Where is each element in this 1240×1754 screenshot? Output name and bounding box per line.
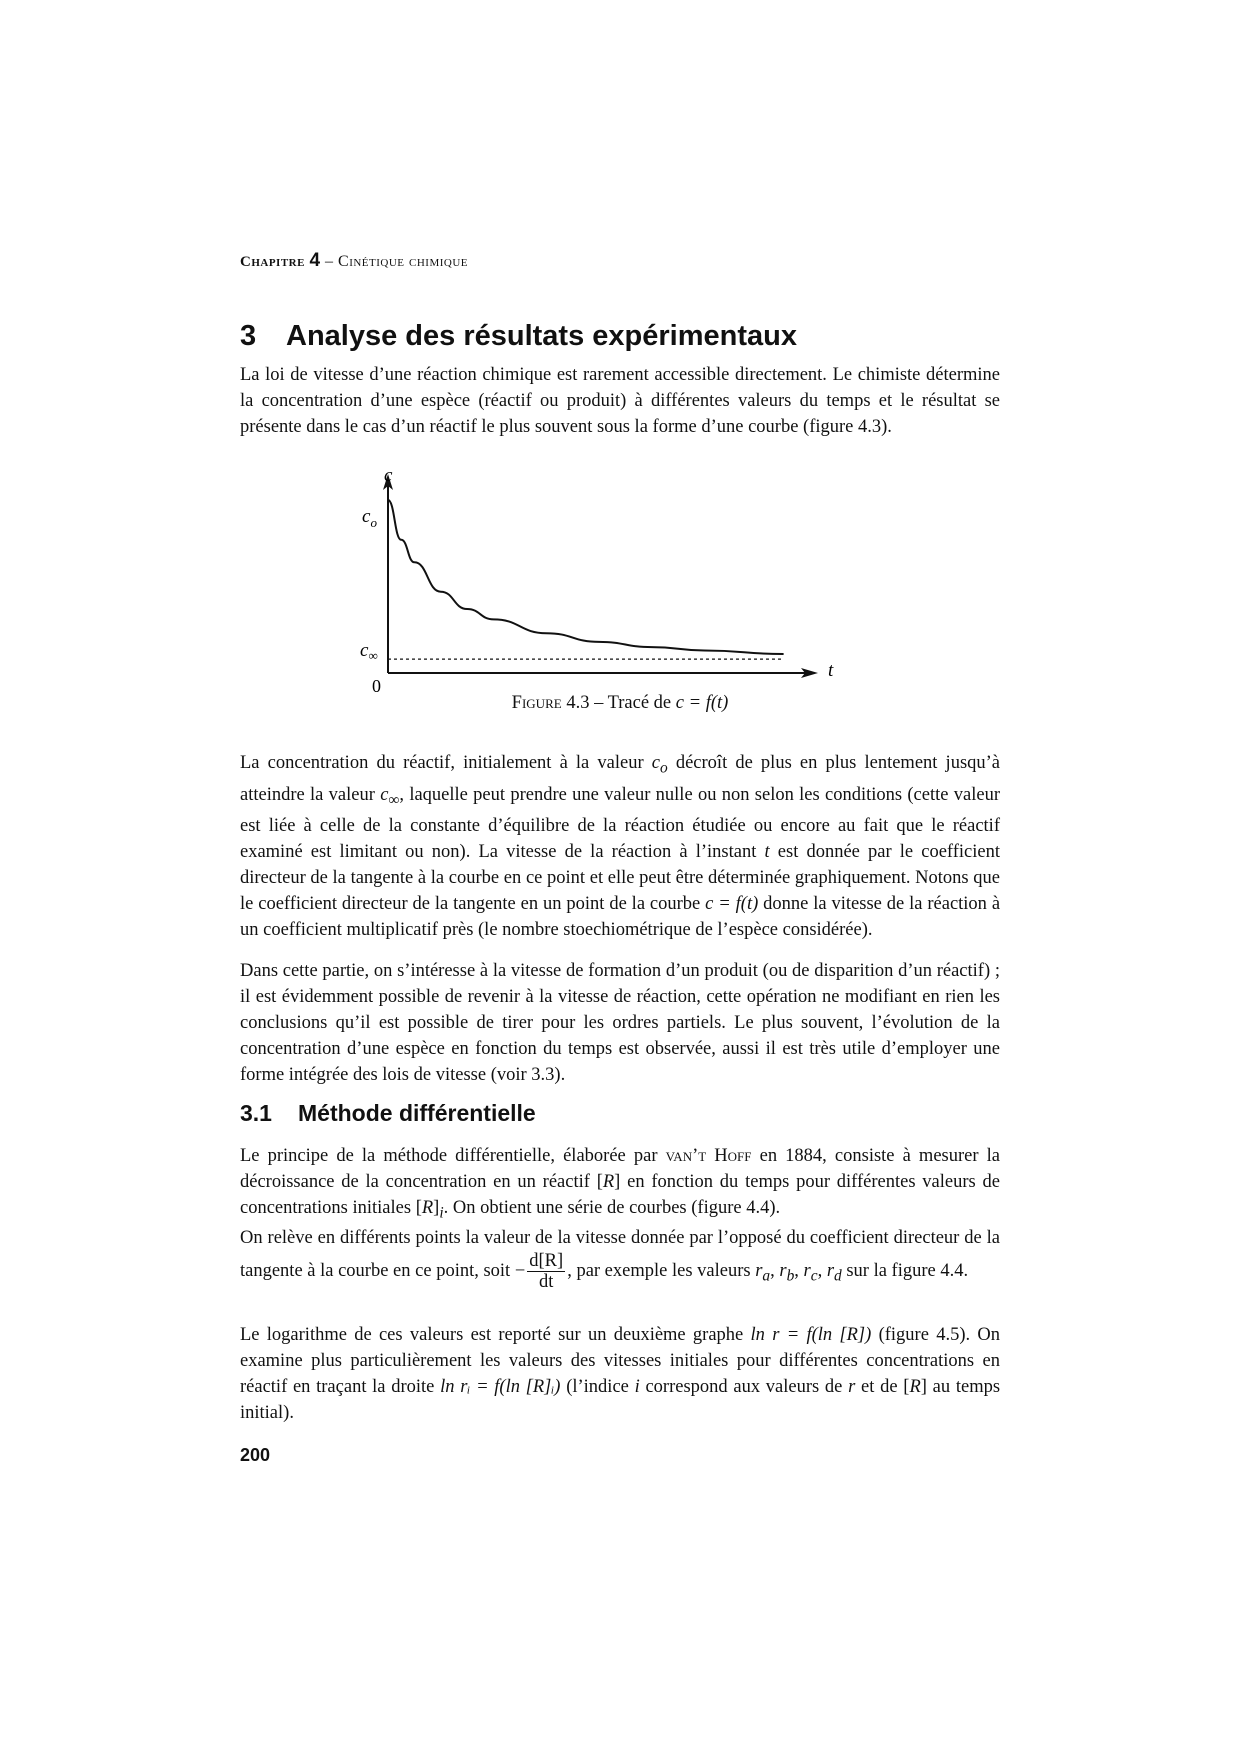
var-r: R: [421, 1198, 434, 1218]
text-run: . On obtient une série de courbes (figure 4.4).: [443, 1198, 781, 1218]
section-title: Analyse des résultats expérimentaux: [286, 320, 797, 352]
formula-c-f-t: c = f(t): [705, 894, 759, 915]
var-c0: c: [651, 753, 660, 773]
cinf-label: $c_\infty$: [360, 640, 378, 663]
var-ra-sub: a: [762, 1267, 771, 1285]
chapter-number: 4: [309, 250, 321, 271]
var-rc-sub: c: [810, 1267, 818, 1285]
text-run: et de [: [861, 1377, 910, 1397]
text-run: en 1884, consiste à mesurer la décroissance de la concentration en un réactif [: [240, 1146, 1000, 1192]
var-t: t: [764, 842, 770, 863]
var-r: R: [602, 1172, 615, 1192]
var-r: r: [848, 1377, 856, 1397]
text-run: On relève en différents points la valeur de la vitesse donnée par l’opposé du coefficient directeur de la tangente à la courbe en ce point, soit: [240, 1228, 1000, 1281]
var-r: R: [909, 1377, 921, 1397]
formula-ln-ri: ln rᵢ = f(ln [R]ᵢ): [440, 1377, 561, 1397]
subsection-number: 3.1: [240, 1100, 272, 1126]
caption-dash: –: [594, 693, 604, 713]
paragraph-intro: La loi de vitesse d’une réaction chimique est rarement accessible directement. Le chimiste détermine la concentration d’une espèce (réactif ou produit) à différentes valeurs du temps et le résultat se présente dans le cas d’un réactif le plus souvent sous la forme d’une courbe (figure 4.3).: [240, 365, 1000, 437]
text-run: Le logarithme de ces valeurs est reporté sur un deuxième graphe: [240, 1325, 744, 1345]
x-axis-label: t: [828, 660, 834, 681]
var-ra: r: [755, 1260, 763, 1281]
y-axis-label: c: [384, 465, 393, 486]
series-line-c-of-t: [388, 500, 784, 654]
figure-4-3: [340, 465, 900, 696]
caption-text: Tracé de: [607, 693, 672, 713]
formula-ln-r: ln r = f(ln [R]): [750, 1325, 872, 1345]
var-cinf-sub: ∞: [388, 791, 400, 809]
text-run: ] en fonction du temps pour différentes valeurs de concentrations initiales [: [240, 1172, 1000, 1218]
var-rb: r: [779, 1260, 787, 1281]
var-i: i: [634, 1377, 640, 1397]
text-run: ] au temps initial).: [240, 1377, 1001, 1423]
var-rd: r: [826, 1260, 835, 1281]
section-number: 3: [240, 320, 257, 352]
text-run: , laquelle peut prendre une valeur nulle ou non selon les conditions (cette valeur est liée à celle de la constante d’équilibre de la réaction étudiée ou encore au fait que le réactif examiné est limitant ou non). La vitesse de la réaction à l’instant: [240, 784, 1000, 863]
chapter-title: Cinétique chimique: [338, 253, 469, 270]
text-run: ]: [433, 1198, 440, 1218]
text-run: (l’indice: [566, 1377, 629, 1397]
fraction-denominator: dt: [539, 1272, 554, 1292]
chapter-word: Chapitre: [240, 254, 305, 270]
var-i-sub: i: [439, 1204, 444, 1222]
text-run: , par exemple les valeurs: [567, 1260, 751, 1281]
c0-label: $c_o$: [362, 506, 377, 530]
fraction-numerator: d[R]: [529, 1251, 564, 1271]
var-c0-sub: o: [660, 759, 668, 777]
paragraph-formation: Dans cette partie, on s’intéresse à la vitesse de formation d’un produit (ou de disparition d’un réactif) ; il est évidemment possible de revenir à la vitesse de réaction, cette opération ne modifiant en rien les conclusions qu’il est possible de tirer pour les ordres partiels. Le plus souvent, l’évolution de la concentration d’une espèce en fonction du temps est observée, aussi il est très utile d’employer une forme intégrée des lois de vitesse (voir 3.3).: [240, 961, 1000, 1085]
var-rd-sub: d: [834, 1267, 842, 1285]
subsection-title: Méthode différentielle: [298, 1100, 536, 1126]
text-run: sur la figure 4.4.: [846, 1260, 969, 1281]
person-name: van’t Hoff: [665, 1146, 752, 1166]
paragraph-method: [240, 1143, 1000, 1227]
subsection-heading: [240, 1100, 1000, 1127]
paragraph-logarithm: [240, 1322, 1000, 1426]
section-heading: [240, 320, 1000, 353]
header-separator: –: [325, 253, 334, 270]
text-run: est donnée par le coefficient directeur de la tangente à la courbe en ce point et elle peut être déterminée graphiquement. Notons que le coefficient directeur de la tangente en un point de la courbe: [240, 842, 1001, 915]
text-run: correspond aux valeurs de: [645, 1377, 843, 1397]
running-header: [240, 250, 468, 272]
minus-sign: −: [514, 1260, 526, 1281]
text-run: donne la vitesse de la réaction à un coefficient multiplicatif près (le nombre stoechiométrique de l’espèce considérée).: [240, 894, 1001, 941]
origin-label: 0: [372, 676, 381, 696]
text-run: Le principe de la méthode différentielle, élaborée par: [240, 1146, 658, 1166]
var-rb-sub: b: [786, 1267, 795, 1285]
page-number: 200: [240, 1445, 271, 1465]
chart-plot: [388, 500, 784, 659]
paragraph-concentration: [240, 750, 1000, 943]
text-run: (figure 4.5). On examine plus particulièrement les valeurs des vitesses initiales pour différentes concentrations en réactif en traçant la droite: [240, 1325, 1000, 1397]
caption-prefix: Figure: [511, 693, 562, 713]
paragraph-slope: On relève en différents points la valeur de la vitesse donnée par l’opposé du coefficient directeur de la tangente à la courbe en ce point, soit − $\frac{d[R]}{dt}$ , par exemple les valeurs $r_a$, $r_b$, $r_c$, $r_d$ sur la figure 4.4.: [240, 1228, 1000, 1292]
caption-number: 4.3: [566, 693, 590, 713]
derivative-fraction: [527, 1251, 565, 1292]
var-cinf: c: [380, 784, 389, 805]
text-run: La concentration du réactif, initialement à la valeur: [240, 753, 644, 773]
caption-formula: c = f(t): [675, 693, 729, 713]
var-rc: r: [803, 1260, 811, 1281]
text-run: décroît de plus en plus lentement jusqu’à atteindre la valeur: [240, 753, 1001, 805]
figure-caption: [240, 693, 1000, 714]
